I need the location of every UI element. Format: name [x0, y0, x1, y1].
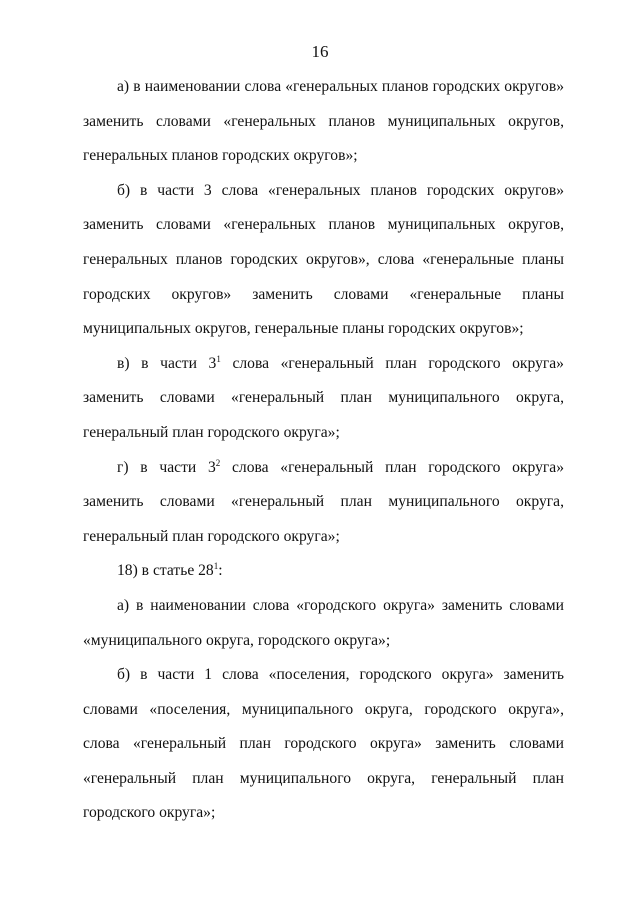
paragraph	[83, 451, 564, 555]
paragraph-text: 18) в статье 28	[117, 562, 214, 580]
document-body	[83, 70, 564, 831]
paragraph-text: а) в наименовании слова «генеральных планов городских округов» заменить словами «генеральных планов муниципальных округов, генеральных планов городских округов»;	[83, 78, 564, 165]
paragraph	[83, 658, 564, 831]
paragraph-text: слова «генеральный план городского округа» заменить словами «генеральный план муниципального округа, генеральный план городского округа»;	[83, 458, 564, 545]
paragraph-text: слова «генеральный план городского округа» заменить словами «генеральный план муниципального округа, генеральный план городского округа»;	[83, 354, 564, 441]
paragraph	[83, 70, 564, 174]
paragraph	[83, 174, 564, 347]
paragraph-text: в) в части 3	[117, 354, 217, 372]
paragraph-text: а) в наименовании слова «городского округа» заменить словами «муниципального округа, городского округа»;	[83, 596, 564, 649]
paragraph-text: б) в части 3 слова «генеральных планов городских округов» заменить словами «генеральных планов муниципальных округов, генеральных планов городских округов», слова «генеральные планы городских округов» заменить словами «генеральные планы муниципальных округов, генеральные планы городских округов»;	[83, 181, 564, 338]
paragraph-text: б) в части 1 слова «поселения, городского округа» заменить словами «поселения, муниципального округа, городского округа», слова «генеральный план городского округа» заменить словами «генеральный план муниципального округа, генеральный план городского округа»;	[83, 666, 564, 822]
paragraph-text: :	[218, 562, 223, 580]
paragraph	[83, 554, 564, 589]
paragraph	[83, 347, 564, 451]
paragraph	[83, 589, 564, 658]
superscript-index: 1	[216, 353, 221, 364]
superscript-index: 1	[213, 561, 219, 572]
superscript-index: 2	[215, 457, 221, 468]
paragraph-text: г) в части 3	[117, 458, 216, 476]
page-number: 16	[311, 42, 329, 61]
